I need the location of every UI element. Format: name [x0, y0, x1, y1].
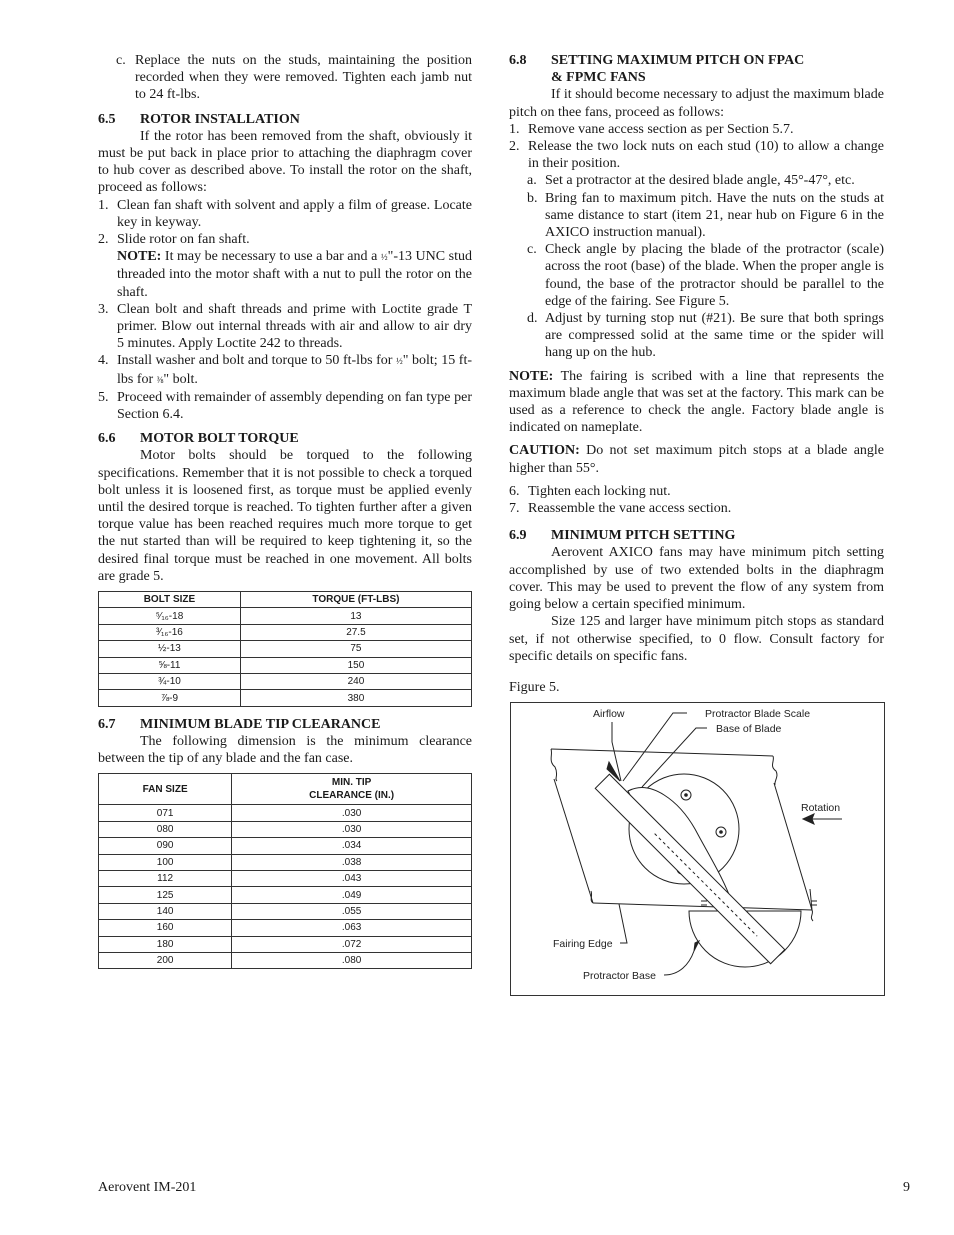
fairing-top-edge: [551, 749, 773, 756]
figure-caption: Figure 5.: [509, 679, 560, 695]
fairing-edge-label: Fairing Edge: [553, 938, 613, 950]
list-item: d. Adjust by turning stop nut (#21). Be sure that both springs are compressed solid at the same time or the spider will hang up on the hub.: [527, 311, 884, 361]
table-row: 125 .049: [99, 887, 472, 903]
table-row: ⅞-9 380: [99, 690, 472, 706]
figure-5: [510, 702, 885, 996]
table-row: 090 .034: [99, 838, 472, 854]
table-row: 100 .038: [99, 854, 472, 870]
airflow-label: Airflow: [593, 708, 625, 720]
fairing-left-break: [551, 749, 557, 781]
base-of-blade-leader: [642, 728, 707, 787]
table-row: ½-13 75: [99, 641, 472, 657]
list-item: 3. Clean bolt and shaft threads and prime with Loctite grade T primer. Blow out internal threads with air and allow to air dry 5 minutes. Apply Loctite 242 to threads.: [98, 301, 472, 352]
table-row: ⁵⁄₁₆-18 13: [99, 608, 472, 624]
section-title: ROTOR INSTALLATION: [140, 111, 300, 127]
list-item: 1. Clean fan shaft with solvent and apply a film of grease. Locate key in keyway.: [98, 197, 472, 230]
fairing-right-break: [772, 756, 776, 785]
protractor-base-leader: [664, 951, 694, 975]
paragraph: Motor bolts should be torqued to the following specifications. Remember that it is not possible to check a torqued bolt unless it is loosened first, as torque must be applied evenly until the desired torque is reached. To tighten further after a given torque value has been reached requires much more torque to get the nut started than will be required to keep tightening it, so the desired final torque must be reached in one movement. All bolts are grade 5.: [98, 448, 472, 584]
paragraph: The following dimension is the minimum clearance between the tip of any blade and the fan case.: [98, 734, 472, 767]
list-text: Replace the nuts on the studs, maintaining the position recorded when they were removed. Tighten each jamb nut to 24 ft-lbs.: [135, 53, 472, 103]
note-paragraph: NOTE: The fairing is scribed with a line that represents the maximum blade angle that was set at the factory. This mark can be used as a reference to check the angle. Factory blade angle is indicated on nameplate.: [509, 368, 885, 436]
table-row: ⅝-11 150: [99, 657, 472, 673]
arrowhead-icon: [694, 941, 699, 951]
list-item: a. Set a protractor at the desired blade angle, 45°-47°, etc.: [527, 173, 855, 189]
list-item: 7. Reassemble the vane access section.: [509, 501, 732, 517]
bolt-torque-table: [98, 591, 472, 707]
note-label: NOTE:: [117, 249, 162, 265]
section-heading: 6.9 MINIMUM PITCH SETTING: [509, 528, 736, 544]
table-row: 112 .043: [99, 871, 472, 887]
list-item: 2. Slide rotor on fan shaft. NOTE: It may be necessary to use a bar and a ½"-13 UNC stud threaded into the motor shaft with a nut to pull the rotor on the shaft.: [98, 232, 473, 300]
list-item: 5. Proceed with remainder of assembly depending on fan type per Section 6.4.: [98, 389, 472, 423]
table-row: 140 .055: [99, 903, 472, 919]
paragraph: Size 125 and larger have minimum pitch stops as standard set, if not otherwise specified, to 0 flow. Consult factory for specific details on specific fans.: [509, 614, 884, 664]
fairing-edge-leader: [619, 904, 627, 943]
paragraph: If the rotor has been removed from the shaft, obviously it must be put back in place prior to attaching the diaphragm cover to hub cover as described above. To install the rotor on the shaft, proceed as follows:: [98, 128, 472, 196]
clearance-table: [98, 773, 472, 969]
list-item: 4. Install washer and bolt and torque to 50 ft-lbs for ½" bolt; 15 ft-lbs for ⅜" bolt.: [98, 353, 472, 387]
list-item: b. Bring fan to maximum pitch. Have the nuts on the studs at same distance to start (item 21, near hub on Figure 6 in the AXICO instruction manual).: [527, 190, 884, 241]
list-item: 2. Release the two lock nuts on each stud (10) to allow a change in their position.: [509, 139, 884, 172]
blade-scale-leader: [623, 713, 687, 781]
paragraph: Aerovent AXICO fans may have minimum pitch setting accomplished by use of two extended bolts in the diaphragm cover. This may be used to prevent the flow of any system from going below a certain specified minimum.: [509, 545, 884, 613]
list-item: 1. Remove vane access section as per Section 5.7.: [509, 121, 794, 137]
table-row: 180 .072: [99, 936, 472, 952]
list-item: [98, 52, 472, 104]
table-row: 160 .063: [99, 920, 472, 936]
footer-document-id: Aerovent IM-201: [98, 1180, 197, 1195]
rotation-label: Rotation: [801, 802, 841, 814]
paragraph: If it should become necessary to adjust the maximum blade pitch on thee fans, proceed as follows:: [509, 87, 884, 120]
table-row: ¾-10 240: [99, 674, 472, 690]
table-row: 071 .030: [99, 805, 472, 821]
table-header-row: FAN SIZE MIN. TIP CLEARANCE (IN.): [99, 774, 472, 805]
fairing-left-side: [554, 779, 593, 903]
section-heading: [98, 111, 472, 128]
section-number: 6.5: [98, 111, 116, 127]
base-of-blade-label: Base of Blade: [716, 723, 782, 735]
protractor-blade-scale-label: Protractor Blade Scale: [705, 708, 811, 720]
section-heading: 6.7 MINIMUM BLADE TIP CLEARANCE: [98, 716, 381, 732]
section-heading: 6.8 SETTING MAXIMUM PITCH ON FPAC & FPMC FANS: [509, 53, 805, 86]
list-marker: c.: [116, 53, 126, 68]
list-item: 6. Tighten each locking nut.: [509, 483, 671, 499]
table-row: 200 .080: [99, 952, 472, 968]
right-column: [509, 52, 884, 696]
fairing-edge-line: [593, 903, 812, 910]
left-column: [98, 52, 472, 969]
protractor-blade-scale: [595, 774, 785, 964]
section-heading: 6.6 MOTOR BOLT TORQUE: [98, 431, 299, 447]
protractor-base-label: Protractor Base: [583, 970, 656, 982]
caution-paragraph: CAUTION: Do not set maximum pitch stops at a blade angle higher than 55°.: [509, 443, 885, 476]
page-number: 9: [903, 1180, 910, 1195]
table-row: 080 .030: [99, 821, 472, 837]
table-header-row: BOLT SIZE TORQUE (FT-LBS): [99, 592, 472, 608]
figure-5-diagram: [511, 703, 884, 995]
table-row: ³⁄₁₆-16 27.5: [99, 624, 472, 640]
list-item: c. Check angle by placing the blade of the protractor (scale) across the root (base) of the blade. When the proper angle is found, the base of the protractor should be parallel to the edge of the fairing. See Figure 5.: [527, 242, 884, 309]
